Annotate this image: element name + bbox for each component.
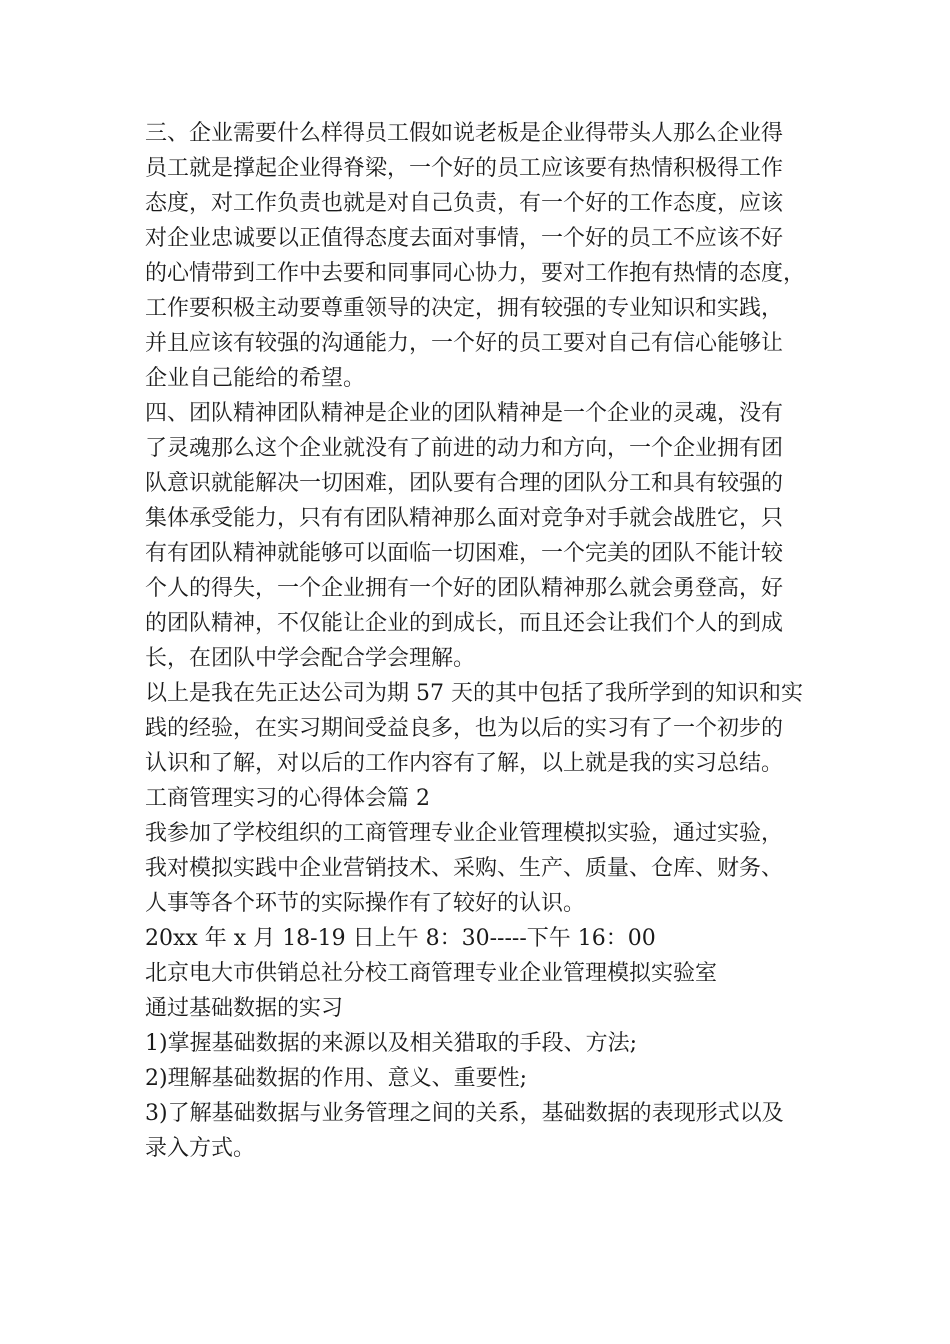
- text-line: 1)掌握基础数据的来源以及相关猎取的手段、方法;: [145, 1031, 637, 1056]
- text-line: 对企业忠诚要以正值得态度去面对事情，一个好的员工不应该不好: [145, 226, 784, 251]
- text-line: 北京电大市供销总社分校工商管理专业企业管理模拟实验室: [145, 961, 718, 986]
- text-line: 认识和了解，对以后的工作内容有了解，以上就是我的实习总结。: [145, 751, 784, 776]
- text-line: 企业自己能给的希望。: [145, 366, 366, 391]
- text-line: 员工就是撑起企业得脊梁，一个好的员工应该要有热情积极得工作: [145, 156, 784, 181]
- text-line: 队意识就能解决一切困难，团队要有合理的团队分工和具有较强的: [145, 471, 784, 496]
- text-line: 2)理解基础数据的作用、意义、重要性;: [145, 1066, 527, 1091]
- section-heading: [145, 781, 835, 816]
- text-line: 态度，对工作负责也就是对自己负责，有一个好的工作态度，应该: [145, 191, 784, 216]
- text-line: 以上是我在先正达公司为期 57 天的其中包括了我所学到的知识和实: [145, 681, 803, 706]
- paragraph-summary: [145, 676, 835, 781]
- list-item-1: [145, 1026, 835, 1061]
- paragraph-time: [145, 921, 835, 956]
- paragraph-intro: [145, 816, 835, 921]
- text-line: 我对模拟实践中企业营销技术、采购、生产、质量、仓库、财务、: [145, 856, 784, 881]
- list-item-3: [145, 1096, 835, 1166]
- text-line: 通过基础数据的实习: [145, 996, 344, 1021]
- paragraph-section-three: [145, 116, 835, 396]
- text-line: 四、团队精神团队精神是企业的团队精神是一个企业的灵魂，没有: [145, 401, 784, 426]
- document-body: [145, 116, 835, 1166]
- text-line: 的团队精神，不仅能让企业的到成长，而且还会让我们个人的到成: [145, 611, 784, 636]
- paragraph-section-four: [145, 396, 835, 676]
- text-line: 20xx 年 x 月 18-19 日上午 8：30-----下午 16：00: [145, 926, 656, 951]
- text-line: 3)了解基础数据与业务管理之间的关系，基础数据的表现形式以及: [145, 1101, 784, 1126]
- list-item-2: [145, 1061, 835, 1096]
- text-line: 人事等各个环节的实际操作有了较好的认识。: [145, 891, 586, 916]
- text-line: 集体承受能力，只有有团队精神那么面对竞争对手就会战胜它，只: [145, 506, 784, 531]
- text-line: 我参加了学校组织的工商管理专业企业管理模拟实验，通过实验，: [145, 821, 784, 846]
- text-line: 三、企业需要什么样得员工假如说老板是企业得带头人那么企业得: [145, 121, 784, 146]
- text-line: 践的经验，在实习期间受益良多，也为以后的实习有了一个初步的: [145, 716, 784, 741]
- text-line: 了灵魂那么这个企业就没有了前进的动力和方向，一个企业拥有团: [145, 436, 784, 461]
- text-line: 工作要积极主动要尊重领导的决定，拥有较强的专业知识和实践，: [145, 296, 784, 321]
- heading-line: 工商管理实习的心得体会篇 2: [145, 786, 430, 811]
- paragraph-basic-data: [145, 991, 835, 1026]
- text-line: 的心情带到工作中去要和同事同心协力，要对工作抱有热情的态度，: [145, 261, 806, 286]
- text-line: 长，在团队中学会配合学会理解。: [145, 646, 476, 671]
- text-line: 个人的得失，一个企业拥有一个好的团队精神那么就会勇登高，好: [145, 576, 784, 601]
- text-line: 录入方式。: [145, 1136, 256, 1161]
- text-line: 并且应该有较强的沟通能力，一个好的员工要对自己有信心能够让: [145, 331, 784, 356]
- paragraph-location: [145, 956, 835, 991]
- text-line: 有有团队精神就能够可以面临一切困难，一个完美的团队不能计较: [145, 541, 784, 566]
